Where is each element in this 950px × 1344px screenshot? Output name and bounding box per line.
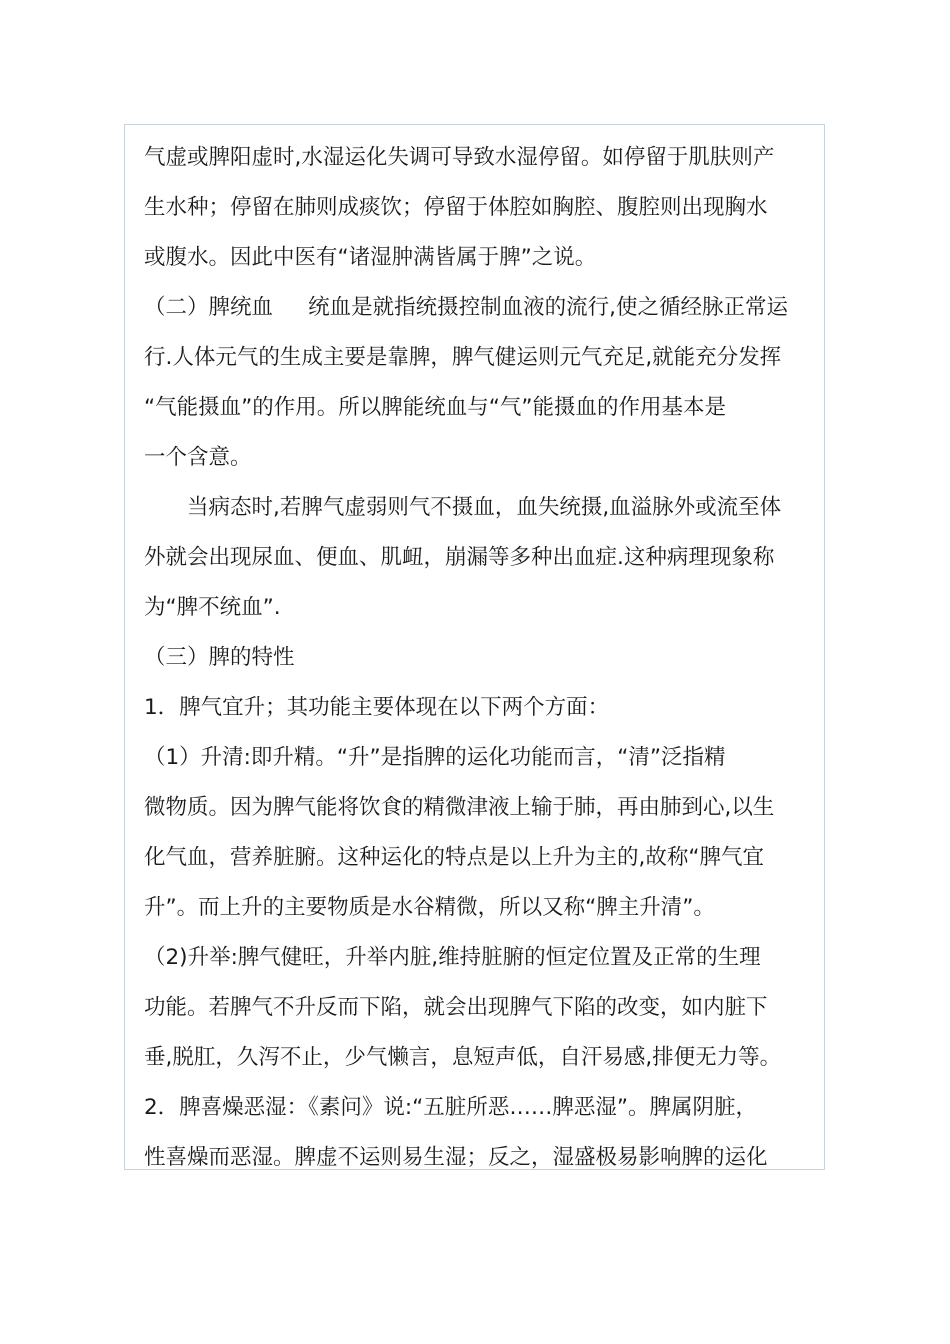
text-line: 或腹水。因此中医有“诸湿肿满皆属于脾”之说。 (144, 245, 597, 270)
list-item-heading: 1．脾气宜升；其功能主要体现在以下两个方面： (144, 695, 610, 720)
text-line: 功能。若脾气不升反而下陷，就会出现脾气下陷的改变，如内脏下 (144, 995, 768, 1020)
text-line: 性喜燥而恶湿。脾虚不运则易生湿；反之，湿盛极易影响脾的运化 (144, 1145, 768, 1170)
section-heading-spleen-characteristics: （三）脾的特性 (144, 645, 295, 670)
text-line: 外就会出现尿血、便血、肌衄，崩漏等多种出血症.这种病理现象称 (144, 545, 775, 570)
list-item-heading: 2．脾喜燥恶湿：《素问》说:“五脏所恶……脾恶湿”。脾属阴脏， (144, 1095, 757, 1120)
text-line: “气能摄血”的作用。所以脾能统血与“气”能摄血的作用基本是 (144, 395, 727, 420)
text-line: （2)升举:脾气健旺，升举内脏,维持脏腑的恒定位置及正常的生理 (144, 945, 761, 970)
text-line: 升”。而上升的主要物质是水谷精微，所以又称“脾主升清”。 (144, 895, 715, 920)
text-line: 当病态时,若脾气虚弱则气不摄血，血失统摄,血溢脉外或流至体 (144, 495, 782, 520)
text-line: 生水种；停留在肺则成痰饮；停留于体腔如胸腔、腹腔则出现胸水 (144, 195, 768, 220)
text-line: 气虚或脾阳虚时,水湿运化失调可导致水湿停留。如停留于肌肤则产 (144, 145, 775, 170)
text-line: 化气血，营养脏腑。这种运化的特点是以上升为主的,故称“脾气宜 (144, 845, 764, 870)
section-heading-spleen-blood: （二）脾统血 统血是就指统摄控制血液的流行,使之循经脉正常运 (144, 295, 789, 320)
text-line: 为“脾不统血”. (144, 595, 281, 620)
document-body (144, 133, 814, 1170)
text-line: 行.人体元气的生成主要是靠脾，脾气健运则元气充足,就能充分发挥 (144, 345, 782, 370)
text-line: 垂,脱肛，久泻不止，少气懒言，息短声低，自汗易感,排便无力等。 (144, 1045, 782, 1070)
text-line: 一个含意。 (144, 445, 252, 470)
document-frame (124, 124, 825, 1170)
text-line: （1）升清:即升精。“升”是指脾的运化功能而言，“清”泛指精 (144, 745, 726, 770)
text-line: 微物质。因为脾气能将饮食的精微津液上输于肺，再由肺到心,以生 (144, 795, 775, 820)
